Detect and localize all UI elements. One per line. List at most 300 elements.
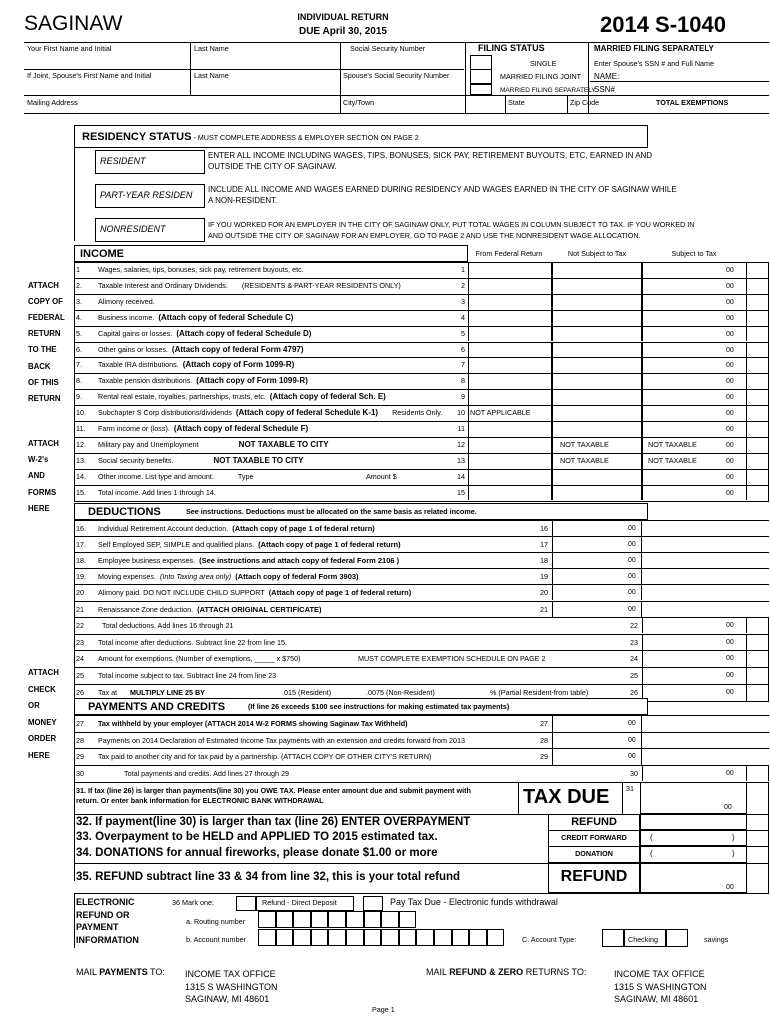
federal-amount-field[interactable] xyxy=(468,373,552,389)
mail-refund-bold: REFUND & ZERO xyxy=(449,967,524,977)
cents-label: 00 xyxy=(726,689,734,697)
line-number: 17. xyxy=(76,540,86,550)
line-ref-number: 20 xyxy=(540,588,548,598)
donation-field[interactable] xyxy=(640,846,747,863)
cents-label: 00 xyxy=(726,441,734,449)
digit-box[interactable] xyxy=(416,929,434,946)
line-number: 26 xyxy=(76,688,84,698)
cents-label: 00 xyxy=(726,410,734,418)
line-number: 20 xyxy=(76,588,84,598)
line-text: Self Employed SEP, SIMPLE and qualified plans. xyxy=(98,540,255,550)
line-attachment-note: (Attach copy of page 1 of federal return) xyxy=(232,524,375,533)
spouse-ssn-label: Spouse's Social Security Number xyxy=(343,71,450,80)
row-rule xyxy=(74,501,769,502)
federal-amount-field[interactable] xyxy=(468,469,552,485)
line-description: Total payments and credits. Add lines 27 through 29 xyxy=(124,768,290,778)
federal-amount-field[interactable] xyxy=(468,310,552,326)
digit-box[interactable] xyxy=(328,911,346,928)
line-ref-number: 24 xyxy=(630,654,638,664)
not-subject-amount-field[interactable] xyxy=(552,405,642,421)
cents-label: 00 xyxy=(628,541,636,549)
federal-amount-field[interactable] xyxy=(468,294,552,310)
left-rule xyxy=(74,520,75,702)
row-rule xyxy=(74,552,769,553)
line-text: Total income. Add lines 1 through 14. xyxy=(98,487,216,497)
line-attachment-note: (Attach copy of federal Form 4797) xyxy=(171,344,304,354)
line-ref-number: 23 xyxy=(630,637,638,647)
partial-rate: % (Partial Resident-from table) xyxy=(490,688,589,698)
line-ref-number: 1 xyxy=(461,265,465,274)
federal-amount-field[interactable] xyxy=(468,437,552,453)
line-description xyxy=(98,361,294,370)
separate-checkbox[interactable] xyxy=(470,84,492,95)
federal-amount-field[interactable] xyxy=(468,262,552,278)
digit-box[interactable] xyxy=(381,929,399,946)
line-description xyxy=(98,441,329,450)
line-description xyxy=(98,298,155,306)
line-attachment-note: (Attach copy of page 1 of federal return) xyxy=(268,588,412,598)
part-year-text-1: INCLUDE ALL INCOME AND WAGES EARNED DURING RESIDENCY AND WAGES EARNED IN THE CITY OF SAGINAW WHILE xyxy=(208,185,677,194)
refund-column-label: REFUND xyxy=(571,816,617,828)
digit-box[interactable] xyxy=(452,929,470,946)
form-title: INDIVIDUAL RETURN xyxy=(297,12,389,22)
line-attachment-note: (Attach copy of federal Schedule K-1) xyxy=(235,408,379,418)
sidebar-label: AND xyxy=(28,471,45,481)
line-description xyxy=(98,557,399,565)
tax-at-label: Tax at xyxy=(98,688,118,698)
line-number: 9. xyxy=(76,392,82,402)
line-description xyxy=(98,314,293,323)
total-exemptions-label: TOTAL EXEMPTIONS xyxy=(656,98,729,107)
cents-label: 00 xyxy=(628,736,636,744)
sidebar-label: COPY OF xyxy=(28,297,63,307)
cents-label: 00 xyxy=(628,589,636,597)
line-number: 29 xyxy=(76,752,84,761)
line-description xyxy=(98,393,386,402)
cents-label: 00 xyxy=(726,672,734,680)
overpayment-field[interactable] xyxy=(640,814,747,830)
digit-box[interactable] xyxy=(346,929,364,946)
line-text: Taxable IRA distributions. xyxy=(98,360,179,370)
row-rule xyxy=(74,715,769,716)
nonresident-text-1: IF YOU WORKED FOR AN EMPLOYER IN THE CITY OF SAGINAW ONLY, PUT TOTAL WAGES IN COLUMN SUBJECT TO TAX. IF YOU WORKED IN xyxy=(208,220,695,229)
nonresident-rate: .0075 (Non-Resident) xyxy=(366,688,435,698)
part-year-label: PART-YEAR RESIDEN xyxy=(100,190,193,200)
digit-box[interactable] xyxy=(311,911,329,928)
line-ref-number: 12 xyxy=(457,439,465,449)
not-subject-amount-field[interactable] xyxy=(552,485,642,501)
line-attachment-note: (Attach copy of federal Schedule D) xyxy=(176,328,312,338)
digit-box[interactable] xyxy=(276,911,294,928)
line-description xyxy=(98,266,304,274)
mfs-ssn-label: SSN# xyxy=(594,85,615,94)
cents-label: 00 xyxy=(726,267,734,274)
not-subject-amount-field[interactable] xyxy=(552,262,642,278)
line-number: 14. xyxy=(76,471,86,481)
sidebar-label: ORDER xyxy=(28,734,57,744)
line-extra-note: (Into Taxing area only) xyxy=(159,572,232,582)
sidebar-label: TO THE xyxy=(28,345,57,355)
line-text: Wages, salaries, tips, bonuses, sick pay, retirement buyouts, etc. xyxy=(98,265,304,274)
sidebar-label: FORMS xyxy=(28,487,57,497)
right-rule xyxy=(768,765,769,782)
line-attachment-note: (Attach copy of Form 1099-R) xyxy=(182,360,295,370)
donation-paren-open: ( xyxy=(650,849,653,858)
federal-amount-field[interactable] xyxy=(468,357,552,373)
cents-label: 00 xyxy=(726,298,734,306)
digit-box[interactable] xyxy=(311,929,329,946)
line-number: 19. xyxy=(76,572,86,582)
cents-label: 00 xyxy=(726,394,734,402)
spouse-last-label: Last Name xyxy=(194,71,229,80)
line-text: Moving expenses. xyxy=(98,572,156,582)
line-ref-number: 10 xyxy=(457,408,465,418)
line-number: 7. xyxy=(76,360,82,370)
digit-box[interactable] xyxy=(276,929,294,946)
sidebar-label: MONEY xyxy=(28,717,57,727)
line-text: Subchapter S Corp distributions/dividends xyxy=(98,408,232,418)
line-attachment-note: (ATTACH ORIGINAL CERTIFICATE) xyxy=(197,604,322,614)
sidebar-label: ATTACH xyxy=(28,439,59,448)
line-35-text: 35. REFUND subtract line 33 & 34 from line 32, this is your total refund xyxy=(76,871,461,883)
row-rule xyxy=(74,584,769,585)
line-ref-number: 6 xyxy=(461,344,465,354)
mail-payments-label xyxy=(76,968,165,978)
cents-label: 00 xyxy=(628,557,636,565)
sidebar-label: OF THIS xyxy=(28,377,59,387)
line-attachment-note: NOT TAXABLE TO CITY xyxy=(213,455,304,465)
line-number: 22 xyxy=(76,620,84,630)
line-text: Social security benefits. xyxy=(98,455,174,465)
tax-due-cents: 00 xyxy=(724,804,732,811)
line-ref-number: 21 xyxy=(540,604,548,614)
digit-box[interactable] xyxy=(381,911,399,928)
line-attachment-note: (Attach copy of federal Form 3903) xyxy=(235,572,359,582)
line-description xyxy=(98,377,308,386)
line-number: 16. xyxy=(76,524,86,533)
line-description xyxy=(98,425,308,434)
digit-box[interactable] xyxy=(346,911,364,928)
line-attachment-note: NOT TAXABLE TO CITY xyxy=(238,439,329,449)
line-description: Tax paid to another city and for tax paid by a partnership. (ATTACH COPY OF OTHER CITY'S RETURN) xyxy=(98,752,432,761)
col-not-subject-header: Not Subject to Tax xyxy=(567,249,627,258)
federal-amount-field[interactable] xyxy=(468,421,552,437)
federal-amount-field[interactable] xyxy=(468,326,552,342)
electronic-title-3: PAYMENT xyxy=(76,922,119,932)
sidebar-label: OR xyxy=(28,701,40,711)
line-description xyxy=(98,473,253,481)
residency-title-wrap xyxy=(82,131,419,143)
digit-box[interactable] xyxy=(364,911,382,928)
row-rule xyxy=(74,732,769,733)
filing-status-title: FILING STATUS xyxy=(478,43,545,53)
donation-label: DONATION xyxy=(575,849,613,858)
federal-amount-field[interactable] xyxy=(468,485,552,501)
resident-rate: .015 (Resident) xyxy=(282,688,332,698)
line-text: Alimony paid. DO NOT INCLUDE CHILD SUPPORT xyxy=(98,588,265,598)
line-number: 2. xyxy=(76,280,82,290)
line-number: 6. xyxy=(76,344,82,354)
cents-label: 00 xyxy=(628,720,636,727)
line-number: 1 xyxy=(76,265,80,274)
line-number: 4. xyxy=(76,312,82,322)
mailing-label: Mailing Address xyxy=(27,98,78,107)
digit-box[interactable] xyxy=(434,929,452,946)
separately-label: MARRIED FILING SEPARATELY xyxy=(500,87,596,94)
line-attachment-note: (Attach copy of page 1 of federal return) xyxy=(258,540,401,550)
account-label: b. Account number xyxy=(186,935,246,944)
routing-label: a. Routing number xyxy=(186,917,246,926)
line-13-not-taxable-b: NOT TAXABLE xyxy=(648,456,697,465)
federal-amount-field[interactable] xyxy=(468,453,552,469)
multiply-label: MULTIPLY LINE 25 BY xyxy=(130,688,205,698)
not-subject-amount-field[interactable] xyxy=(552,310,642,326)
line-ref-number: 13 xyxy=(457,455,465,465)
line-description xyxy=(98,346,304,355)
line-ref-number: 11 xyxy=(457,424,465,433)
line-attachment-note: (See instructions and attach copy of federal Form 2106 ) xyxy=(199,556,400,566)
line-extra-note: Type xyxy=(237,471,254,481)
digit-box[interactable] xyxy=(364,929,382,946)
line-text: Rental real estate, royalties, partnerships, trusts, etc. xyxy=(98,392,266,402)
line-text: Capital gains or losses. xyxy=(98,328,173,338)
refund-cents: 00 xyxy=(726,884,734,891)
not-subject-amount-field[interactable] xyxy=(552,357,642,373)
line-attachment-note: (Attach copy of federal Sch. E) xyxy=(269,392,386,402)
withdrawal-checkbox[interactable] xyxy=(363,896,383,911)
line-number: 3. xyxy=(76,296,82,306)
income-header xyxy=(74,245,468,262)
cents-label: 00 xyxy=(726,457,734,465)
line-attachment-note: (Attach copy of Form 1099-R) xyxy=(196,376,308,386)
line-ref-number: 27 xyxy=(540,719,548,728)
digit-box[interactable] xyxy=(469,929,487,946)
digit-box[interactable] xyxy=(487,929,505,946)
exemption-schedule-note: MUST COMPLETE EXEMPTION SCHEDULE ON PAGE 2 xyxy=(358,654,546,664)
right-rule xyxy=(768,262,769,501)
line-31-text-1: 31. If tax (line 26) is larger than payments(line 30) you OWE TAX. Please enter amount due and submit payment with xyxy=(76,786,471,795)
digit-box[interactable] xyxy=(293,929,311,946)
electronic-title-2: REFUND OR xyxy=(76,909,130,920)
sidebar-label: RETURN xyxy=(28,393,61,403)
col-subject-header: Subject to Tax xyxy=(671,249,717,258)
nonresident-label: NONRESIDENT xyxy=(100,224,166,234)
cents-label: 00 xyxy=(726,346,734,354)
cents-label: 00 xyxy=(726,638,734,646)
direct-deposit-checkbox[interactable] xyxy=(236,896,256,911)
line-33-text: 33. Overpayment to be HELD and APPLIED TO 2015 estimated tax. xyxy=(76,831,438,843)
deductions-note: See instructions. Deductions must be allocated on the same basis as related income. xyxy=(186,507,477,516)
row-rule xyxy=(74,520,769,521)
col-federal-header: From Federal Return xyxy=(475,249,543,258)
line-ref-number: 16 xyxy=(540,524,548,533)
row-rule xyxy=(74,748,769,749)
federal-amount-field[interactable] xyxy=(468,389,552,405)
digit-box[interactable] xyxy=(258,929,276,946)
line-number: 5. xyxy=(76,328,82,338)
digit-box[interactable] xyxy=(293,911,311,928)
line-ref-number: 19 xyxy=(540,572,548,582)
line-ref-number: 25 xyxy=(630,671,638,681)
not-subject-amount-field[interactable] xyxy=(552,342,642,358)
payments-office: INCOME TAX OFFICE xyxy=(185,969,276,979)
line-text: Business income. xyxy=(98,312,155,322)
sidebar-label: ATTACH xyxy=(28,281,59,290)
right-rule xyxy=(768,617,769,702)
line-description xyxy=(98,589,411,597)
mark-one-label: 36 Mark one: xyxy=(172,898,214,907)
refund-big-label: REFUND xyxy=(560,868,628,885)
cents-label: 00 xyxy=(726,473,734,481)
line-ref-number: 30 xyxy=(630,768,638,778)
line-description: Amount for exemptions. (Number of exemptions, _____ x $750) xyxy=(98,654,301,664)
cents-label: 00 xyxy=(726,282,734,290)
cents-label: 00 xyxy=(726,426,734,433)
resident-text-2: OUTSIDE THE CITY OF SAGINAW. xyxy=(208,162,337,171)
digit-box[interactable] xyxy=(399,911,417,928)
federal-amount-field[interactable] xyxy=(468,278,552,294)
row-rule xyxy=(74,601,769,602)
sidebar-label: W-2's xyxy=(28,455,49,465)
line-ref-number: 2 xyxy=(461,280,465,290)
line-description: Total deductions. Add lines 16 through 21 xyxy=(102,620,234,630)
cents-label: 00 xyxy=(726,489,734,497)
row-rule xyxy=(74,568,769,569)
digit-box[interactable] xyxy=(399,929,417,946)
line-description: Total income subject to tax. Subtract line 24 from line 23 xyxy=(98,671,277,681)
digit-box[interactable] xyxy=(328,929,346,946)
line-description: Tax withheld by your employer (ATTACH 2014 W-2 FORMS showing Saginaw Tax Withheld) xyxy=(98,719,408,728)
checking-checkbox[interactable] xyxy=(602,929,624,947)
direct-deposit-label: Refund - Direct Deposit xyxy=(262,898,337,907)
cents-label: 00 xyxy=(726,330,734,338)
mail-payments-prefix: MAIL xyxy=(76,967,100,977)
line-ref-number: 9 xyxy=(461,392,465,402)
mail-refund-address xyxy=(614,968,707,1006)
income-title: INCOME xyxy=(80,248,124,260)
line-number: 25 xyxy=(76,671,84,681)
electronic-title-1: ELECTRONIC xyxy=(76,897,135,907)
city-label: City/Town xyxy=(343,98,375,107)
cents-label: 00 xyxy=(628,525,636,532)
line-ref-number: 29 xyxy=(540,752,548,761)
line-attachment-note: (Attach copy of federal Schedule C) xyxy=(158,312,294,322)
line-attachment-note: (Attach copy of federal Schedule F) xyxy=(173,424,309,433)
payments-title: PAYMENTS AND CREDITS xyxy=(88,701,226,713)
sidebar-label: HERE xyxy=(28,751,50,760)
part-year-text-2: A NON-RESIDENT. xyxy=(208,196,278,205)
cents-label: 00 xyxy=(628,573,636,581)
line-text: Other gains or losses. xyxy=(98,344,168,354)
line-description xyxy=(98,606,322,614)
line-number: 27 xyxy=(76,719,84,728)
payments-note: (If line 26 exceeds $100 see instructions for making estimated tax payments) xyxy=(248,702,510,711)
mail-payments-bold: PAYMENTS xyxy=(99,967,148,977)
line-text: Farm income or (loss). xyxy=(98,424,170,433)
refund-city: SAGINAW, MI 48601 xyxy=(614,994,699,1004)
left-rule xyxy=(74,262,75,501)
cents-label: 00 xyxy=(726,378,734,386)
line-34-text: 34. DONATIONS for annual fireworks, please donate $1.00 or more xyxy=(76,847,438,859)
form-id: 2014 S-1040 xyxy=(600,12,726,37)
cents-label: 00 xyxy=(726,655,734,663)
mail-payments-address xyxy=(185,968,278,1006)
cents-label: 00 xyxy=(726,362,734,370)
line-description: Total income after deductions. Subtract line 22 from line 15. xyxy=(98,637,287,647)
cents-label: 00 xyxy=(726,621,734,629)
digit-box[interactable] xyxy=(258,911,276,928)
line-number: 23 xyxy=(76,637,84,647)
account-type-label: C. Account Type: xyxy=(522,935,577,944)
refund-street: 1315 S WASHINGTON xyxy=(614,981,707,992)
line-ref-number: 18 xyxy=(540,556,548,566)
donation-paren-close: ) xyxy=(732,849,735,858)
mfs-name-label: NAME: xyxy=(594,72,620,81)
line-ref-number: 5 xyxy=(461,328,465,338)
line-extra-note: Residents Only. xyxy=(392,408,443,418)
line-12-not-taxable-a: NOT TAXABLE xyxy=(560,440,609,449)
mfs-title: MARRIED FILING SEPARATELY xyxy=(594,44,714,53)
line-text: Individual Retirement Account deduction. xyxy=(98,524,229,533)
line-ref-number: 28 xyxy=(540,735,548,745)
line-number: 15. xyxy=(76,487,86,497)
not-subject-amount-field[interactable] xyxy=(552,373,642,389)
credit-forward-field[interactable] xyxy=(640,830,747,846)
not-subject-amount-field[interactable] xyxy=(552,326,642,342)
spouse-first-label: If Joint, Spouse's First Name and Initial xyxy=(27,71,152,80)
line-ref-number: 17 xyxy=(540,540,548,550)
line-number: 21 xyxy=(76,604,84,614)
line-description xyxy=(98,525,375,533)
cents-label: 00 xyxy=(726,769,734,777)
electronic-title xyxy=(76,896,139,946)
sidebar-label: FEDERAL xyxy=(28,313,65,323)
residency-title: RESIDENCY STATUS xyxy=(82,131,192,143)
line-text: Employee business expenses. xyxy=(98,556,196,566)
line-number: 12. xyxy=(76,439,86,449)
sidebar-label: HERE xyxy=(28,503,50,513)
line-text: Renaissance Zone deduction. xyxy=(98,604,194,614)
line-text: Taxable pension distributions. xyxy=(98,376,193,386)
line-number: 10. xyxy=(76,408,86,418)
not-subject-amount-field[interactable] xyxy=(552,294,642,310)
federal-amount-field[interactable] xyxy=(468,342,552,358)
not-subject-amount-field[interactable] xyxy=(552,469,642,485)
line-ref-number: 8 xyxy=(461,376,465,386)
payments-street: 1315 S WASHINGTON xyxy=(185,981,278,992)
line-description xyxy=(98,457,303,466)
line-text: Other income. List type and amount. xyxy=(98,471,214,481)
line-13-not-taxable-a: NOT TAXABLE xyxy=(560,456,609,465)
savings-checkbox[interactable] xyxy=(666,929,688,947)
cents-label: 00 xyxy=(628,753,636,760)
mfs-instructions: Enter Spouse's SSN # and Full Name xyxy=(594,59,715,68)
line-31-number: 31 xyxy=(626,784,634,793)
not-subject-amount-field[interactable] xyxy=(552,421,642,437)
electronic-title-4: INFORMATION xyxy=(76,934,139,945)
line-text: Alimony received. xyxy=(98,296,155,306)
line-10-not-applicable: NOT APPLICABLE xyxy=(470,408,531,417)
resident-label: RESIDENT xyxy=(100,156,146,166)
sidebar-label: ATTACH xyxy=(28,668,59,677)
not-subject-amount-field[interactable] xyxy=(552,389,642,405)
line-description xyxy=(98,489,216,497)
left-rule xyxy=(74,715,75,881)
not-subject-amount-field[interactable] xyxy=(552,278,642,294)
line-text: Military pay and Unemployment xyxy=(98,439,199,449)
line-ref-number: 4 xyxy=(461,312,465,322)
tax-due-label: TAX DUE xyxy=(523,786,610,808)
